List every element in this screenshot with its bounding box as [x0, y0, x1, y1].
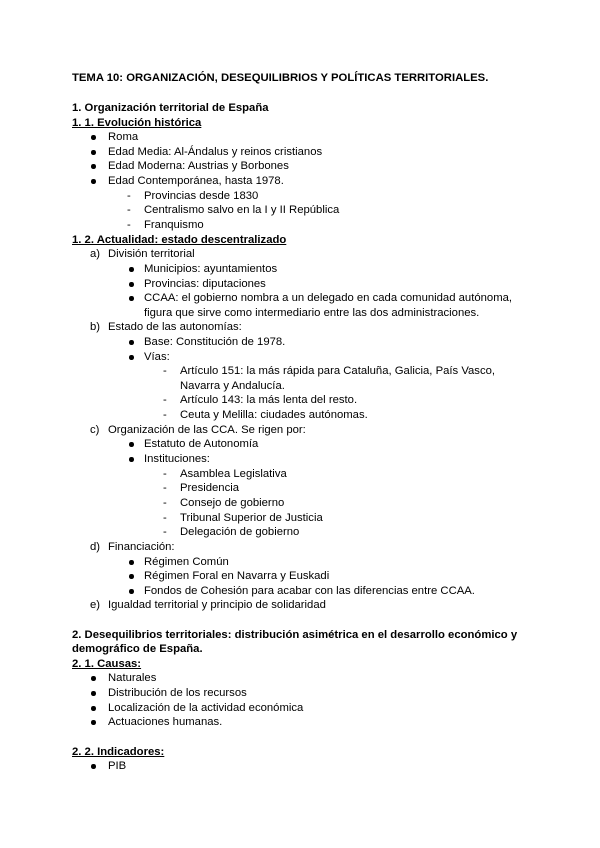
list-item: División territorial — [108, 248, 195, 260]
item-marker: e) — [90, 599, 101, 611]
list-item: Financiación: — [108, 541, 175, 553]
list-item: Artículo 151: la más rápida para Cataluña, Galicia, País Vasco, — [180, 365, 496, 377]
list-item: Edad Contemporánea, hasta 1978. — [108, 175, 284, 187]
item-marker: c) — [90, 424, 100, 436]
list-item: Centralismo salvo en la I y II República — [144, 204, 340, 216]
bullet-icon — [91, 150, 96, 155]
list-item: PIB — [108, 760, 127, 772]
list-item: Consejo de gobierno — [180, 497, 285, 509]
item-marker: b) — [90, 321, 101, 333]
item-marker: a) — [90, 248, 101, 260]
dash-marker: - — [163, 468, 167, 480]
list-item: Localización de la actividad económica — [108, 702, 304, 714]
list-item: Instituciones: — [144, 453, 210, 465]
bullet-icon — [129, 282, 134, 287]
list-item: Municipios: ayuntamientos — [144, 263, 278, 275]
bullet-icon — [91, 764, 96, 769]
list-item-continuation: figura que sirve como intermediario entre las dos administraciones. — [144, 307, 480, 319]
document-title: TEMA 10: ORGANIZACIÓN, DESEQUILIBRIOS Y POLÍTICAS TERRITORIALES. — [72, 72, 489, 84]
list-item: Edad Moderna: Austrias y Borbones — [108, 160, 289, 172]
list-item: Organización de las CCA. Se rigen por: — [108, 424, 306, 436]
bullet-icon — [129, 457, 134, 462]
list-item: Roma — [108, 131, 139, 143]
list-item: Régimen Común — [144, 556, 229, 568]
list-item: Provincias desde 1830 — [144, 190, 259, 202]
list-item: Presidencia — [180, 482, 240, 494]
list-item: Franquismo — [144, 219, 204, 231]
list-item: Vías: — [144, 351, 170, 363]
bullet-icon — [91, 135, 96, 140]
bullet-icon — [91, 179, 96, 184]
section-2-2-heading: 2. 2. Indicadores: — [72, 746, 165, 758]
list-item-continuation: Navarra y Andalucía. — [180, 380, 285, 392]
bullet-icon — [129, 574, 134, 579]
list-item: Igualdad territorial y principio de solidaridad — [108, 599, 326, 611]
list-item: Fondos de Cohesión para acabar con las diferencias entre CCAA. — [144, 585, 475, 597]
list-item: Régimen Foral en Navarra y Euskadi — [144, 570, 330, 582]
bullet-icon — [129, 442, 134, 447]
list-item: Estatuto de Autonomía — [144, 438, 259, 450]
list-item: Base: Constitución de 1978. — [144, 336, 286, 348]
section-1-heading: 1. Organización territorial de España — [72, 102, 269, 114]
section-2-heading-continuation: demográfico de España. — [72, 643, 203, 655]
dash-marker: - — [127, 204, 131, 216]
dash-marker: - — [127, 190, 131, 202]
dash-marker: - — [163, 365, 167, 377]
list-item: Edad Media: Al-Ándalus y reinos cristianos — [108, 146, 323, 158]
list-item: Distribución de los recursos — [108, 687, 247, 699]
list-item: Ceuta y Melilla: ciudades autónomas. — [180, 409, 368, 421]
dash-marker: - — [127, 219, 131, 231]
section-2-1-heading: 2. 1. Causas: — [72, 658, 142, 670]
section-1-2-heading: 1. 2. Actualidad: estado descentralizado — [72, 234, 287, 246]
list-item: Tribunal Superior de Justicia — [180, 512, 323, 524]
list-item: Asamblea Legislativa — [180, 468, 287, 480]
bullet-icon — [91, 164, 96, 169]
bullet-icon — [91, 720, 96, 725]
bullet-icon — [91, 676, 96, 681]
dash-marker: - — [163, 526, 167, 538]
list-item: Naturales — [108, 672, 157, 684]
bullet-icon — [129, 340, 134, 345]
bullet-icon — [129, 296, 134, 301]
list-item: CCAA: el gobierno nombra a un delegado en cada comunidad autónoma, — [144, 292, 513, 304]
bullet-icon — [129, 560, 134, 565]
list-item: Artículo 143: la más lenta del resto. — [180, 394, 358, 406]
dash-marker: - — [163, 512, 167, 524]
list-item: Actuaciones humanas. — [108, 716, 223, 728]
bullet-icon — [129, 355, 134, 360]
dash-marker: - — [163, 409, 167, 421]
item-marker: d) — [90, 541, 101, 553]
bullet-icon — [91, 691, 96, 696]
section-1-1-heading: 1. 1. Evolución histórica — [72, 117, 202, 129]
list-item: Provincias: diputaciones — [144, 278, 266, 290]
bullet-icon — [129, 267, 134, 272]
section-2-heading: 2. Desequilibrios territoriales: distribución asimétrica en el desarrollo económico y — [72, 629, 518, 641]
bullet-icon — [91, 706, 96, 711]
list-item: Estado de las autonomías: — [108, 321, 242, 333]
dash-marker: - — [163, 482, 167, 494]
dash-marker: - — [163, 394, 167, 406]
bullet-icon — [129, 589, 134, 594]
list-item: Delegación de gobierno — [180, 526, 300, 538]
dash-marker: - — [163, 497, 167, 509]
